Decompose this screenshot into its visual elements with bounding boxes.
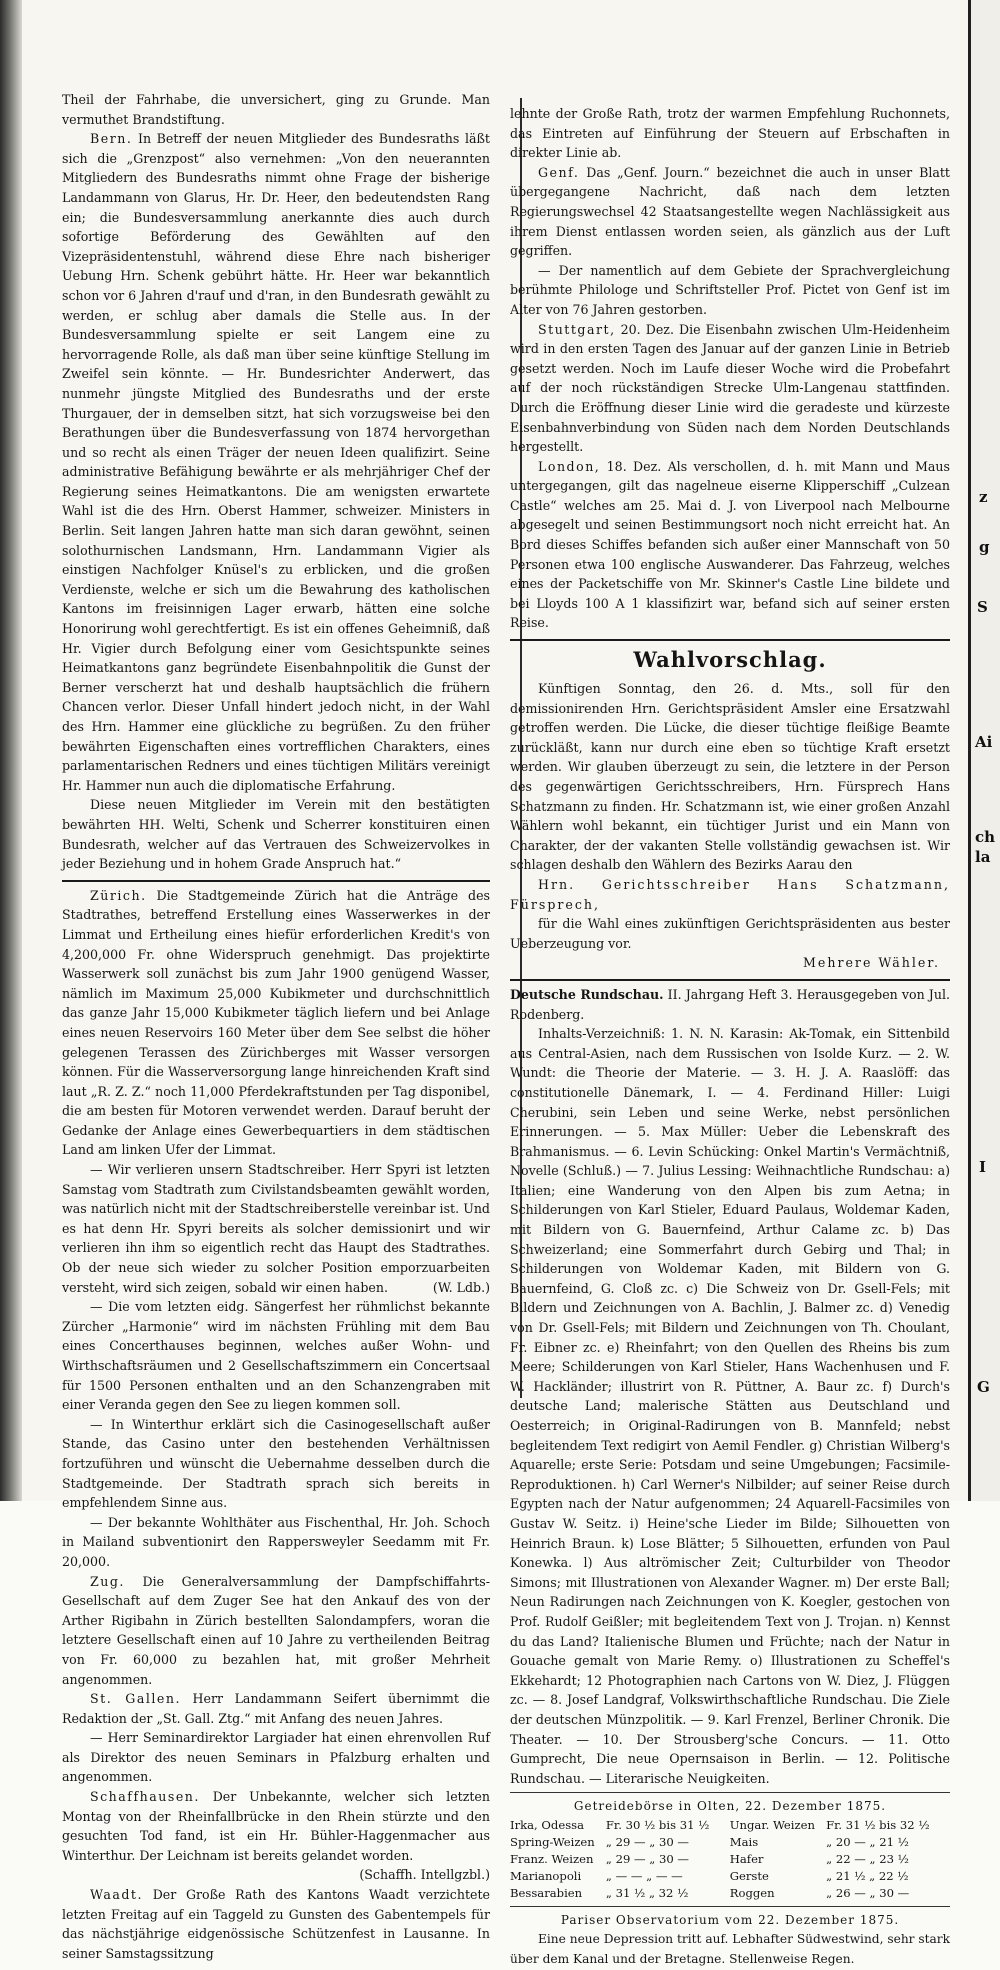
- article-text: — Wir verlieren unsern Stadtschreiber. Herr Spyri ist letzten Samstag vom Stadtrath zum Civilstandsbeamten gewählt worden, was natürlich nicht mit der Stadtschreiberstelle vereinbar ist. Und es hat denn Hr. Spyri bereits als solcher demissionirt und wir verlieren ihn ihm so eigentlich recht das Haupt des Stadtrathes. Ob der neue sich wieder zu solcher Position emporzuarbeiten versteht, wird sich zeigen, sobald wir einen haben.: [62, 1162, 490, 1295]
- dateline: St. Gallen.: [90, 1691, 181, 1707]
- article-london: [510, 457, 950, 633]
- table-row: [510, 1817, 950, 1834]
- table-cell: Spring-Weizen: [510, 1834, 595, 1849]
- article-waadt: [62, 1885, 490, 1963]
- adjacent-fragment: Ai: [975, 733, 993, 751]
- dateline: Waadt.: [90, 1887, 143, 1903]
- wahlvorschlag-heading: Wahlvorschlag.: [633, 647, 827, 673]
- article-text: Der Unbekannte, welcher sich letzten Montag von der Rheinfallbrücke in den Rhein stürzte und den gesuchten Tod fand, ist ein Hr. Bühler-Haggenmacher aus Winterthur. Der Leichnam ist bereits gelandet worden.: [62, 1789, 490, 1863]
- table-cell: „ 29 — „ 30 —: [605, 1851, 690, 1866]
- table-cell: Bessarabien: [510, 1885, 583, 1900]
- table-cell: Fr. 31 ½ bis 32 ½: [826, 1817, 930, 1832]
- candidate-line: Hrn. Gerichtsschreiber Hans Schatzmann, Fürsprech,: [510, 876, 950, 912]
- table-cell: „ 20 — „ 21 ½: [826, 1834, 909, 1849]
- date: 20. Dez.: [620, 321, 674, 337]
- table-cell: Mais: [729, 1834, 759, 1849]
- table-cell: „ 29 — „ 30 —: [605, 1834, 690, 1849]
- table-row: [510, 1885, 950, 1902]
- paragraph: Künftigen Sonntag, den 26. d. Mts., soll für den demissionirenden Hrn. Gerichtspräsident Amsler eine Ersatzwahl getroffen werden. Die Lücke, die dieser tüchtige fleißige Beamte zurückläßt, kann nur durch eine eben so tüchtige Kraft ersetzt werden. Wir glauben überzeugt zu sein, die letztere in der Person des gegenwärtigen Gerichtsschreibers, Hrn. Fürsprech Hans Schatzmann zu finden. Hr. Schatzmann ist, wie einer großen Anzahl Wählern wohl bekannt, ein tüchtiger Jurist und ein Mann von Charakter, der der vakanten Stelle vollständig gewachsen ist. Wir schlagen deshalb den Wählern des Bezirks Aarau den: [510, 681, 950, 873]
- paragraph: — Der bekannte Wohlthäter aus Fischenthal, Hr. Joh. Schoch in Mailand subventionirt den Rappersweyler Seedamm mit Fr. 20,000.: [62, 1514, 490, 1569]
- table-cell: Marianopoli: [510, 1868, 582, 1883]
- scan-edge-left: [0, 0, 22, 1501]
- table-cell: Gerste: [729, 1868, 769, 1883]
- article-stuttgart: [510, 320, 950, 457]
- divider: [510, 979, 950, 981]
- table-row: [510, 1851, 950, 1868]
- adjacent-fragment: ch: [975, 828, 996, 846]
- article-text: Herr Landammann Seifert übernimmt die Redaktion der „St. Gall. Ztg.“ mit Anfang des neuen Jahres.: [62, 1691, 491, 1726]
- divider: [510, 1792, 950, 1793]
- observatorium-heading: Pariser Observatorium vom 22. Dezember 1875.: [560, 1912, 900, 1927]
- paragraph: [62, 1160, 490, 1297]
- adjacent-fragment: g: [979, 538, 990, 556]
- article-bern: [62, 129, 490, 795]
- paragraph: lehnte der Große Rath, trotz der warmen Empfehlung Ruchonnets, das Eintreten auf Einführung der Steuern auf Erbschaften in direkter Linie ab.: [510, 106, 950, 161]
- paragraph: Diese neuen Mitglieder im Verein mit den bestätigten bewährten HH. Welti, Schenk und Scherrer konstituiren einen Bundesrath, welcher auf das Vertrauen des Schweizervolkes in jeder Beziehung und in hohem Grade Anspruch hat.“: [62, 797, 490, 872]
- dateline: Schaffhausen.: [90, 1789, 200, 1805]
- paragraph: — Herr Seminardirektor Largiader hat einen ehrenvollen Ruf als Direktor des neuen Seminars in Pfalzburg erhalten und angenommen.: [62, 1730, 490, 1785]
- divider: [510, 1906, 950, 1907]
- right-column: [510, 104, 950, 1970]
- article-text: Das „Genf. Journ.“ bezeichnet die auch in unser Blatt übergegangene Nachricht, daß nach dem letzten Regierungswechsel 42 Staatsangestellte wegen Nachlässigkeit aus ihrem Dienst entlassen worden seien, als gänzlich aus der Luft gegriffen.: [510, 164, 950, 259]
- rundschau-contents: Inhalts-Verzeichniß: 1. N. N. Karasin: Ak-Tomak, ein Sittenbild aus Central-Asien, nach dem Russischen von Isolde Kurz. — 2. W. Wundt: die Theorie der Materie. — 3. H. J. A. Raaslöff: das constitutionelle Dänemark, I. — 4. Ferdinand Hiller: Luigi Cherubini, sein Leben und seine Werke, nebst persönlichen Erinnerungen. — 5. Max Müller: Ueber die Lebenskraft des Brahmanismus. — 6. Levin Schücking: Onkel Martin's Vermächtniß, Novelle (Schluß.) — 7. Julius Lessing: Weihnachtliche Rundschau: a) Italien; eine Wanderung von den Alpen bis zum Aetna; in Schilderungen von Karl Stieler, Eduard Paulaus, Woldemar Kaden, mit Bildern von G. Bauernfeind, Arthur Calame zc. b) Das Schweizerland; eine Sommerfahrt durch Gebirg und Thal; in Schilderungen von Woldemar Kaden, mit Bildern von G. Bauernfeind, G. Cloß zc. c) Die Schweiz von Dr. Gsell-Fels; mit Bildern und Zeichnungen von A. Bachlin, J. Balmer zc. d) Venedig von Dr. Gsell-Fels; mit Bildern und Zeichnungen von Th. Choulant, Fr. Eibner zc. e) Rheinfahrt; von den Quellen des Rheins bis zum Meere; Schilderungen von Karl Stieler, Hans Wachenhusen und F. W. Hackländer; illustrirt von R. Püttner, A. Baur zc. f) Durch's deutsche Land; malerische Stätten aus Deutschland und Oesterreich; in Original-Radirungen von B. Mannfeld; nebst begleitendem Text redigirt von Aemil Fendler. g) Christian Wilberg's Aquarelle; erste Serie: Potsdam und seine Umgebungen; Facsimile-Reproduktionen. h) Carl Werner's Nilbilder; auf seiner Reise durch Egypten nach der Natur aufgenommen; 24 Aquarell-Facsimiles von Gustav W. Seitz. i) Heine'sche Lieder im Bilde; Silhouetten von Heinrich Braun. k) Lose Blätter; 5 Silhouetten, erfunden von Paul Konewka. l) Aus altrömischer Zeit; Culturbilder von Theodor Simons; mit Illustrationen von Alexander Wagner. m) Der erste Ball; Neun Radirungen nach Zeichnungen von K. Koegler, gestochen von Prof. Rudolf Geißler; mit begleitendem Text von J. Trojan. n) Kennst du das Land? Italienische Blumen und Früchte; nach der Natur in Gouache gemalt von Marie Remy. o) Illustrationen zu Scheffel's Ekkehardt; 12 Photographien nach Cartons von W. Diez, J. Flüggen zc. — 8. Josef Landgraf, Volkswirthschaftliche Rundschau. Die Ziele der deutschen Münzpolitik. — 9. Karl Frenzel, Berliner Chronik. Die Theater. — 10. Der Strousberg'sche Concurs. — 11. Otto Gumprecht, Die neue Opernsaison in Berlin. — 12. Politische Rundschau. — Literarische Neuigkeiten.: [510, 1026, 950, 1786]
- paragraph: — Der namentlich auf dem Gebiete der Sprachvergleichung berühmte Philologe und Schriftsteller Prof. Pictet von Genf ist im Alter von 76 Jahren gestorben.: [510, 262, 950, 317]
- adjacent-fragment: S: [977, 598, 988, 616]
- dateline: Bern.: [90, 131, 133, 147]
- article-text: Der Große Rath des Kantons Waadt verzichtete letzten Freitag auf ein Taggeld zu Gunsten des Gabentempels für das nächstjährige eidgenössische Schützenfest in Lausanne. In seiner Samstagssitzung: [62, 1887, 490, 1961]
- rundschau-intro: [510, 985, 950, 1024]
- weather-report: Eine neue Depression tritt auf. Lebhafter Südwestwind, sehr stark über dem Kanal und der Bretagne. Stellenweise Regen.: [510, 1932, 950, 1967]
- paragraph: — Die vom letzten eidg. Sängerfest her rühmlichst bekannte Zürcher „Harmonie“ wird im nächsten Frühling mit dem Bau eines Concerthauses beginnen, welches außer Wohn- und Wirthschaftsräumen und 2 Gesellschaftszimmern ein Concertsaal für 1500 Personen enthalten und an den Schanzengraben mit einer Veranda gegen den See zu liegen kommen soll.: [62, 1299, 490, 1413]
- table-cell: „ 21 ½ „ 22 ½: [826, 1868, 909, 1883]
- table-cell: Ungar. Weizen: [729, 1817, 815, 1832]
- date: 18. Dez.: [606, 458, 662, 474]
- signature: Mehrere Wähler.: [803, 955, 940, 971]
- source-note: (W. Ldb.): [432, 1279, 490, 1295]
- adjacent-fragment: z: [979, 488, 988, 506]
- table-cell: Hafer: [729, 1851, 764, 1866]
- paragraph: — In Winterthur erklärt sich die Casinogesellschaft außer Stande, das Casino unter den bestehenden Verhältnissen fortzuführen und wünscht die Uebernahme desselben durch die Stadtgemeinde. Der Stadtrath sprach sich bereits in empfehlendem Sinne aus.: [62, 1416, 490, 1511]
- dateline: Zürich.: [90, 887, 147, 903]
- paragraph: Theil der Fahrhabe, die unversichert, ging zu Grunde. Man vermuthet Brandstiftung.: [62, 92, 490, 127]
- divider: [510, 639, 950, 641]
- adjacent-fragment: G: [977, 1378, 990, 1396]
- article-stgallen: [62, 1689, 490, 1728]
- grain-price-table: [510, 1817, 950, 1902]
- table-row: [510, 1868, 950, 1885]
- article-text: In Betreff der neuen Mitglieder des Bundesraths läßt sich die „Grenzpost“ also vernehmen: „Von den neuerannten Mitgliedern des Bundesraths nimmt ohne Frage der bisherige Landammann von Glarus, Hr. Dr. Heer, den bedeutendsten Rang ein; die Bundesversammlung anerkannte dies auch durch sofortige Beförderung des Gewählten auf den Vizepräsidentenstuhl, während diese Ehre nach bisheriger Uebung Hrn. Schenk gebührt hätte. Hr. Heer war bekanntlich schon vor 6 Jahren d'rauf und d'ran, in den Bundesrath gewählt zu werden, er schlug aber damals die Stelle aus. In der Bundesversammlung spielte er seit Langem eine zu hervorragende Rolle, als daß man über seine künftige Stellung im Zweifel sein könnte. — Hr. Bundesrichter Anderwert, das nunmehr jüngste Mitglied des Bundesraths und der erste Thurgauer, der in demselben sitzt, hat sich vorzugsweise bei den Berathungen über die Bundesverfassung von 1874 hervorgethan und so recht als einen Träger der neuen Ideen qualifizirt. Seine administrative Befähigung bewährte er als mehrjähriger Chef der Regierung seines Heimatkantons. Die am wenigsten erwartete Wahl ist die des Hrn. Oberst Hammer, schweizer. Ministers in Berlin. Seit langen Jahren hatte man sich daran gewöhnt, seinen solothurnischen Landsmann, Hrn. Landammann Vigier als einstigen Nachfolger Knüsel's zu erblicken, und die großen Verdienste, welche er sich um die Bewahrung des katholischen Kantons im freisinnigen Lager erwarb, hätten eine solche Honorirung wohl gerechtfertigt. Es ist ein offenes Geheimniß, daß Hr. Vigier durch Befolgung einer vom Gesichtspunkte seines Heimatkantons ganz begründete Eisenbahnpolitik die Gunst der Berner verscherzt hat und deshalb hauptsächlich die frühern Chancen verlor. Dieser Unfall hindert jedoch nicht, in der Wahl des Hrn. Hammer eine glückliche zu begrüßen. Zu den früher bewährten Eigenschaften eines vortrefflichen Charakters, eines parlamentarischen Redners und eines tüchtigen Militärs vereinigt Hr. Hammer nun auch die diplomatische Erfahrung.: [62, 131, 490, 793]
- article-genf: [510, 163, 950, 261]
- boerse-heading: Getreidebörse in Olten, 22. Dezember 1875.: [573, 1799, 887, 1814]
- table-row: [510, 1834, 950, 1851]
- article-text: II. Jahrgang Heft 3. Herausgegeben von Jul. Rodenberg.: [510, 986, 950, 1022]
- dateline: London,: [538, 458, 601, 474]
- table-cell: „ — — „ — —: [605, 1868, 683, 1883]
- article-text: Die Generalversammlung der Dampfschiffahrts-Gesellschaft auf dem Zuger See hat den Ankauf des von der Arther Rigibahn in Zürich bestellten Salondampfers, woran die letztere Gesellschaft einen auf 10 Jahre zu vertheilenden Beitrag von Fr. 60,000 zu bezahlen hat, mit großer Mehrheit angenommen.: [62, 1573, 490, 1687]
- article-text: Als verschollen, d. h. mit Mann und Maus untergegangen, gilt das nagelneue eiserne Klipperschiff „Culzean Castle“ welches am 25. Mai d. J. von Liverpool nach Melbourne abgesegelt und seinen Bestimmungsort noch nicht erreicht hat. An Bord dieses Schiffes befanden sich außer einer Mannschaft von 50 Personen etwa 100 englische Auswanderer. Das Fahrzeug, welches eines der Packetschiffe von Mr. Skinner's Castle Line bildete und bei Lloyds 100 A 1 klassifizirt war, befand sich auf seiner ersten Reise.: [510, 458, 950, 631]
- article-text: Die Stadtgemeinde Zürich hat die Anträge des Stadtrathes, betreffend Erstellung eines Wasserwerkes in der Limmat und Ertheilung eines hiefür erforderlichen Kredit's von 4,200,000 Fr. ohne Widerspruch genehmigt. Das projektirte Wasserwerk soll zunächst bis zum Jahr 1900 genügend Wasser, nämlich im Maximum 25,000 Kubikmeter und durchschnittlich das ganze Jahr 15,000 Kubikmeter täglich liefern und bei Anlage eines neuen Reservoirs 160 Meter über dem See selbst die höher gelegenen Terassen des Zürichberges mit Wasser versorgen können. Für die Wasserversorgung lange hinreichenden Kraft sind laut „R. Z. Z.“ noch 11,000 Pferdekraftstunden per Tag disponibel, die am besten für Motoren verwendet werden. Darauf beruht der Gedanke der Anlage eines Gewerbequartiers in dem städtischen Land am linken Ufer der Limmat.: [62, 887, 490, 1158]
- table-cell: „ 22 — „ 23 ½: [826, 1851, 909, 1866]
- table-cell: Irka, Odessa: [510, 1817, 585, 1832]
- adjacent-fragment: I: [979, 1158, 987, 1176]
- divider: [62, 880, 490, 882]
- left-column: [62, 90, 490, 1963]
- source-note: (Schaffh. Intellgzbl.): [359, 1867, 490, 1883]
- dateline: Stuttgart,: [538, 321, 616, 337]
- article-zug: [62, 1572, 490, 1690]
- table-cell: „ 31 ½ „ 32 ½: [605, 1885, 689, 1900]
- table-cell: „ 26 — „ 30 —: [826, 1885, 910, 1900]
- article-text: Die Eisenbahn zwischen Ulm-Heidenheim wird in den ersten Tagen des Januar auf der ganzen Linie in Betrieb gesetzt werden. Noch im Laufe dieser Woche wird die Probefahrt auf der noch rückständigen Strecke Ulm-Langenau stattfinden. Durch die Eröffnung dieser Linie wird die geradeste und kürzeste Eisenbahnverbindung von Süden nach dem Norden Deutschlands hergestellt.: [510, 321, 950, 455]
- dateline: Genf.: [538, 164, 580, 180]
- rundschau-title: Deutsche Rundschau.: [510, 986, 664, 1002]
- adjacent-fragment: la: [975, 848, 991, 866]
- article-zuerich: [62, 886, 490, 1160]
- article-schaffhausen: [62, 1787, 490, 1883]
- table-cell: Fr. 30 ½ bis 31 ½: [605, 1817, 710, 1832]
- table-cell: Roggen: [729, 1885, 775, 1900]
- paragraph: für die Wahl eines zukünftigen Gerichtspräsidenten aus bester Ueberzeugung vor.: [510, 916, 950, 951]
- table-cell: Franz. Weizen: [510, 1851, 594, 1866]
- dateline: Zug.: [90, 1573, 125, 1589]
- adjacent-page-strip: [968, 0, 1000, 1501]
